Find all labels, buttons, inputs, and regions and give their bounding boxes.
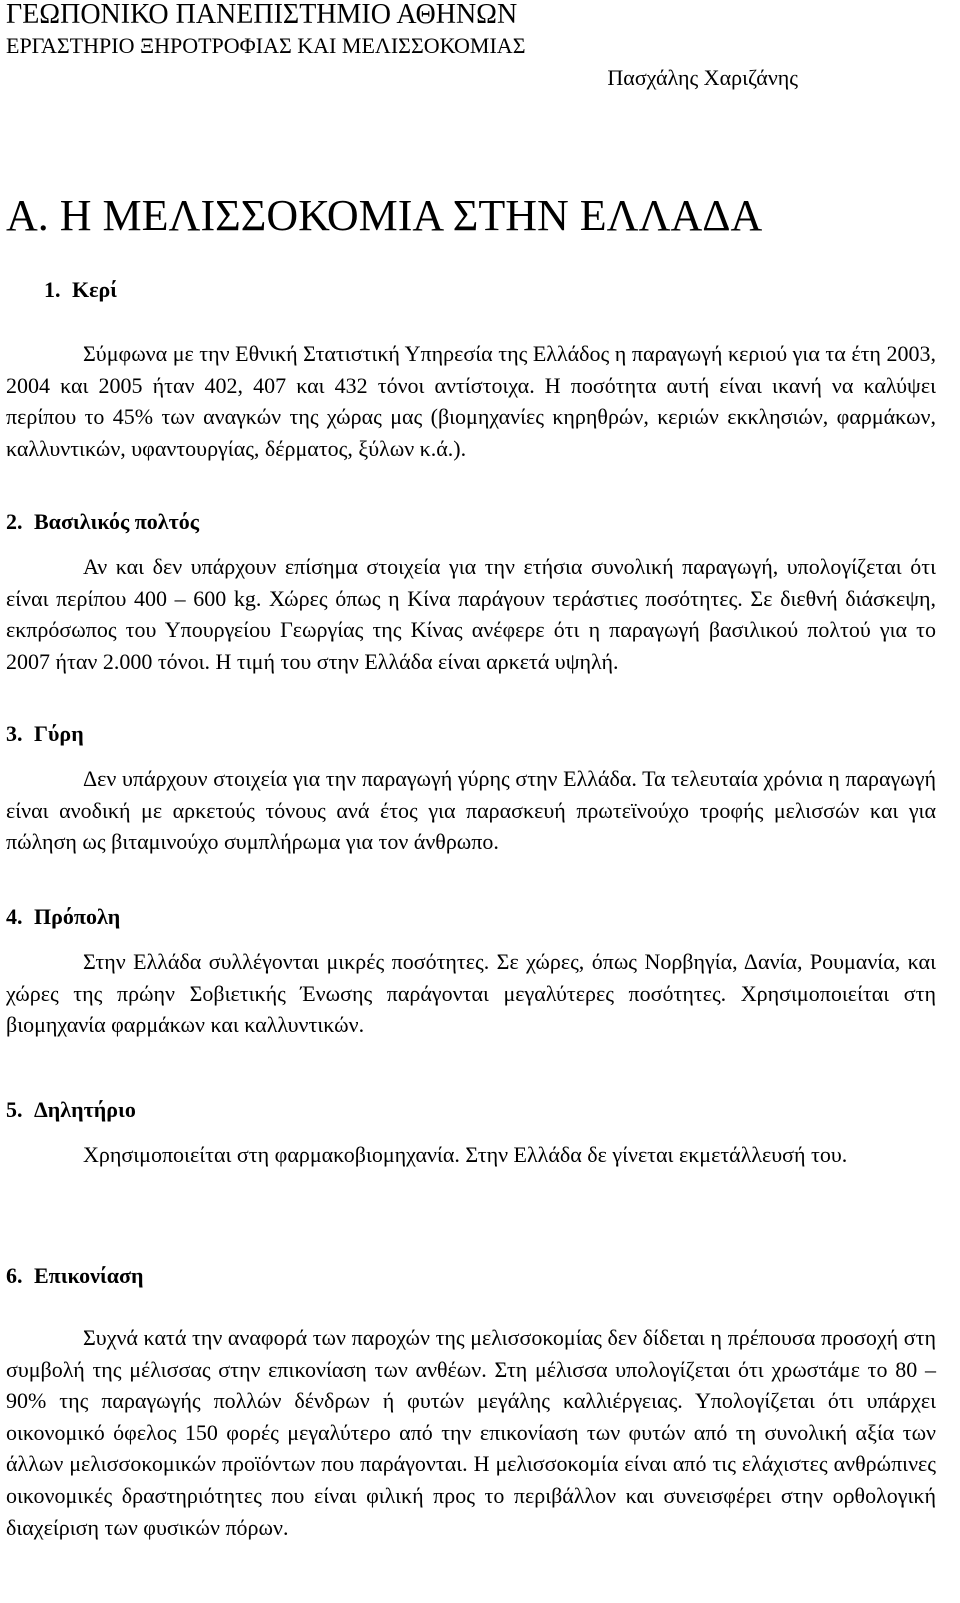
section-text: Στην Ελλάδα συλλέγονται μικρές ποσότητες. Σε χώρες, όπως Νορβηγία, Δανία, Ρουμανία, και χώρες της πρώην Σοβιετικής Ένωσης παράγονται μεγαλύτερες ποσότητες. Χρησιμοποιείται στη βιομηχανία φαρμάκων και καλλυντικών. [6, 949, 936, 1038]
section-title: Επικονίαση [34, 1263, 144, 1288]
section-heading [6, 1094, 136, 1126]
university-name: ΓΕΩΠΟΝΙΚΟ ΠΑΝΕΠΙΣΤΗΜΙΟ ΑΘΗΝΩΝ [6, 0, 518, 30]
section-number: 3. [6, 721, 23, 746]
section-number: 4. [6, 904, 23, 929]
section-number: 2. [6, 509, 23, 534]
main-title: Α. Η ΜΕΛΙΣΣΟΚΟΜΙΑ ΣΤΗΝ ΕΛΛΑΔΑ [6, 191, 763, 240]
section-heading [6, 506, 199, 538]
section-title: Γύρη [34, 721, 84, 746]
section-text: Χρησιμοποιείται στη φαρμακοβιομηχανία. Στην Ελλάδα δε γίνεται εκμετάλλευσή του. [83, 1142, 848, 1167]
section-number: 5. [6, 1097, 23, 1122]
section-text: Δεν υπάρχουν στοιχεία για την παραγωγή γύρης στην Ελλάδα. Τα τελευταία χρόνια η παραγωγή είναι ανοδική με αρκετούς τόνους ανά έτος για παρασκευή πρωτεϊνούχο τροφής μελισσών και για πώληση ως βιταμινούχο συμπλήρωμα για τον άνθρωπο. [6, 766, 936, 855]
section-heading [6, 901, 120, 933]
section-number: 6. [6, 1263, 23, 1288]
section-heading [44, 274, 117, 306]
section-title: Πρόπολη [34, 904, 121, 929]
section-title: Δηλητήριο [34, 1097, 136, 1122]
section-text: Αν και δεν υπάρχουν επίσημα στοιχεία για την ετήσια συνολική παραγωγή, υπολογίζεται ότι είναι περίπου 400 – 600 kg. Χώρες όπως η Κίνα παράγουν τεράστιες ποσότητες. Σε διεθνή διάσκεψη, εκπρόσωπος του Υπουργείου Γεωργίας της Κίνας ανέφερε ότι η παραγωγή βασιλικού πολτού για το 2007 ήταν 2.000 τόνοι. Η τιμή του στην Ελλάδα είναι αρκετά υψηλή. [6, 554, 936, 674]
section-title: Βασιλικός πολτός [34, 509, 200, 534]
section-title: Κερί [72, 277, 118, 302]
laboratory-name: ΕΡΓΑΣΤΗΡΙΟ ΞΗΡΟΤΡΟΦΙΑΣ ΚΑΙ ΜΕΛΙΣΣΟΚΟΜΙΑΣ [6, 33, 526, 58]
author-name: Πασχάλης Χαριζάνης [607, 65, 798, 90]
section-heading [6, 718, 84, 750]
section-heading [6, 1260, 144, 1292]
section-text: Σύμφωνα με την Εθνική Στατιστική Υπηρεσία της Ελλάδος η παραγωγή κεριού για τα έτη 2003, 2004 και 2005 ήταν 402, 407 και 432 τόνοι αντίστοιχα. Η ποσότητα αυτή είναι ικανή να καλύψει περίπου το 45% των αναγκών της χώρας μας (βιομηχανίες κηρηθρών, κεριών εκκλησιών, φαρμάκων, καλλυντικών, υφαντουργίας, δέρματος, ξύλων κ.ά.). [6, 341, 936, 461]
section-number: 1. [44, 277, 61, 302]
section-text: Συχνά κατά την αναφορά των παροχών της μελισσοκομίας δεν δίδεται η πρέπουσα προσοχή στη συμβολή της μέλισσας στην επικονίαση των ανθέων. Στη μέλισσα υπολογίζεται ότι χρωστάμε το 80 –90% της παραγωγής πολλών δένδρων ή φυτών μεγάλης καλλιέργειας. Υπολογίζεται ότι υπάρχει οικονομικό όφελος 150 φορές μεγαλύτερο από την επικονίαση των φυτών από τη συνολική αξία των άλλων μελισσοκομικών προϊόντων που παράγονται. Η μελισσοκομία είναι από τις ελάχιστες ανθρώπινες οικονομικές δραστηριότητες που είναι φιλική προς το περιβάλλον και συνεισφέρει στην ορθολογική διαχείριση των φυσικών πόρων. [6, 1325, 936, 1540]
